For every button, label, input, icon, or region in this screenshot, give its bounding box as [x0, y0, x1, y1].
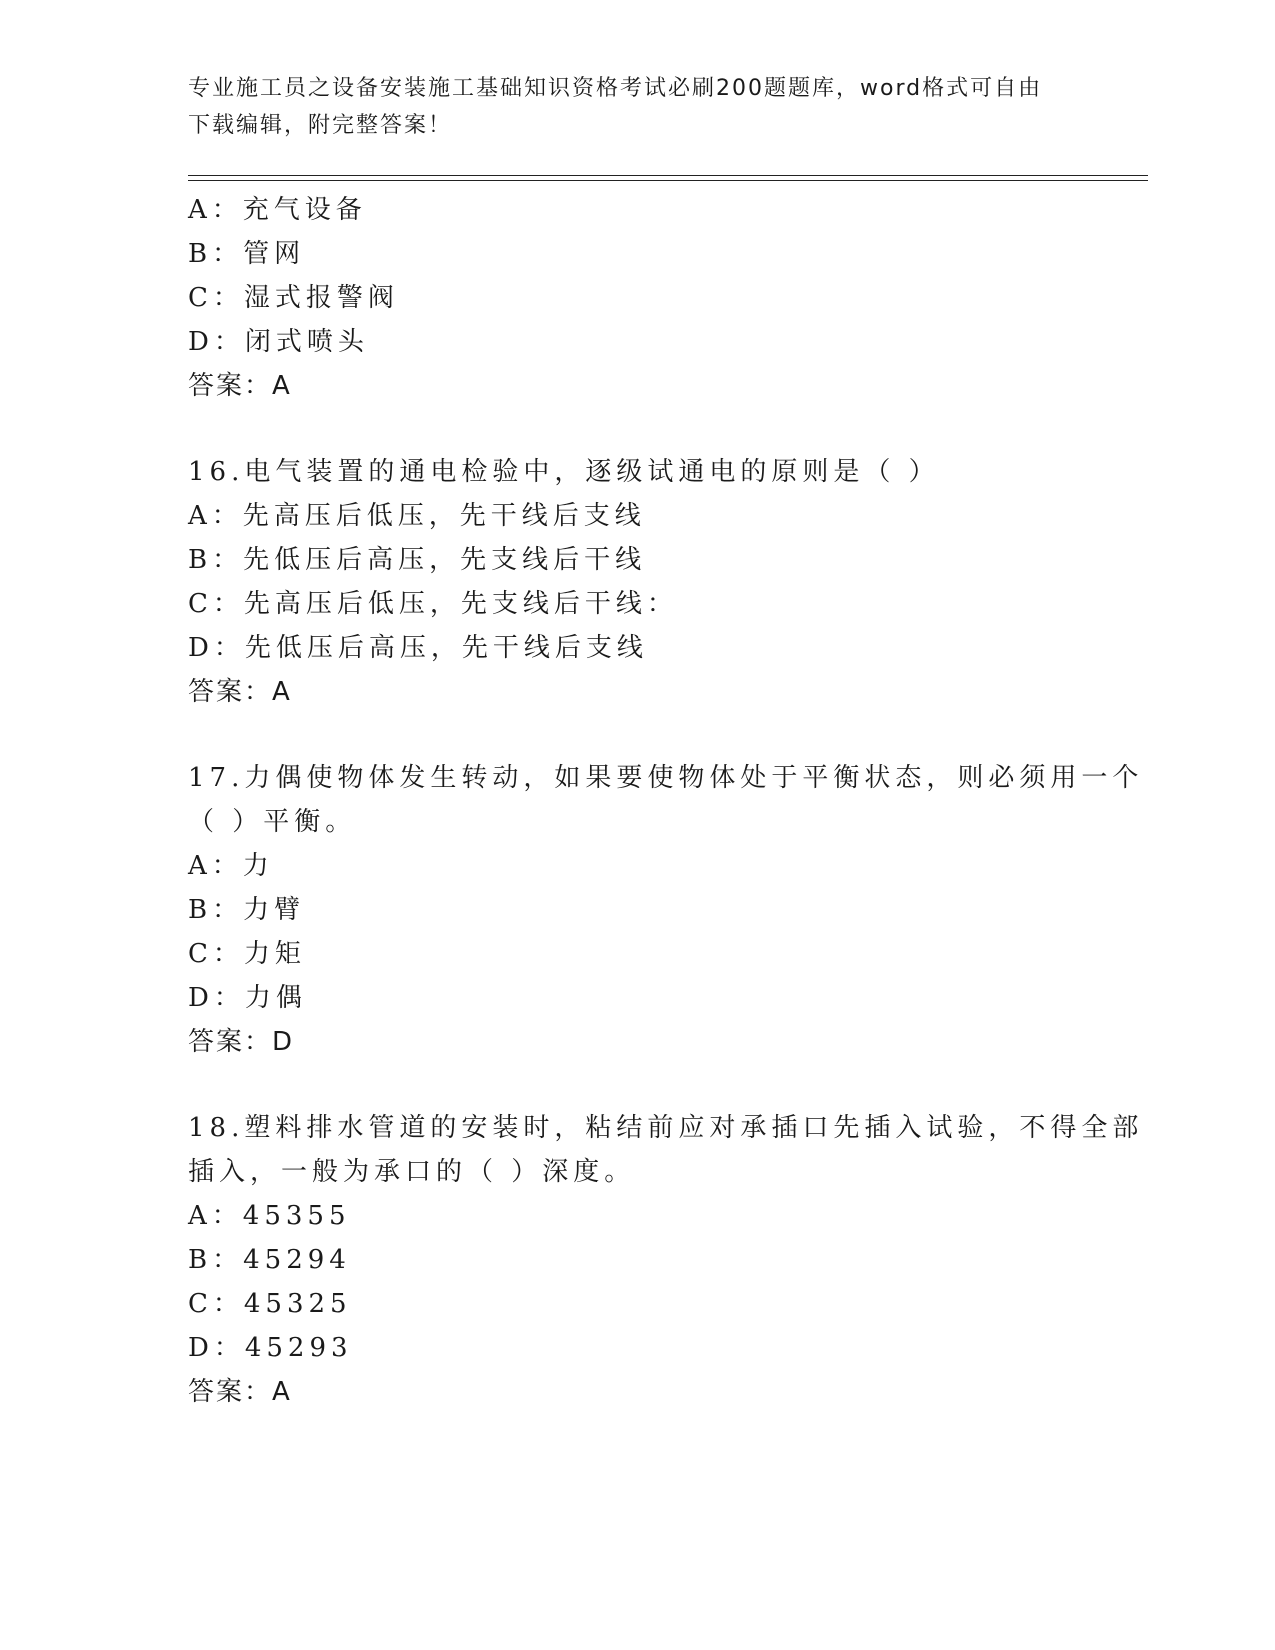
q17-option-d: D：力偶: [188, 983, 307, 1013]
q15-option-a: A：充气设备: [188, 195, 367, 225]
q18-answer: 答案：A: [188, 1377, 292, 1407]
q16-option-d: D：先低压后高压，先干线后支线: [188, 633, 648, 663]
q16-option-a: A：先高压后低压，先干线后支线: [188, 501, 646, 531]
q17-option-b: B：力臂: [188, 895, 306, 925]
q17-stem-line-1: 17.力偶使物体发生转动，如果要使物体处于平衡状态，则必须用一个: [188, 763, 1144, 793]
q17-option-c: C：力矩: [188, 939, 306, 969]
q17-answer: 答案：D: [188, 1027, 295, 1057]
q16-answer: 答案：A: [188, 677, 292, 707]
header-divider-top: [188, 175, 1148, 176]
q18-stem-line-1: 18.塑料排水管道的安装时，粘结前应对承插口先插入试验，不得全部: [188, 1113, 1144, 1143]
title-line-1: 专业施工员之设备安装施工基础知识资格考试必刷200题题库，word格式可自由: [188, 76, 1043, 101]
q16-option-c: C：先高压后低压，先支线后干线：: [188, 589, 678, 619]
q17-option-a: A：力: [188, 851, 274, 881]
q18-option-a: A：45355: [188, 1201, 351, 1231]
q15-option-c: C：湿式报警阀: [188, 283, 399, 313]
q16-stem: 16.电气装置的通电检验中，逐级试通电的原则是（ ）: [188, 457, 940, 487]
document-title: [188, 70, 1088, 144]
q15-answer: 答案：A: [188, 371, 292, 401]
q18-option-d: D：45293: [188, 1333, 353, 1363]
q17-stem-line-2: （ ）平衡。: [188, 807, 357, 837]
q15-option-b: B：管网: [188, 239, 306, 269]
q18-option-b: B：45294: [188, 1245, 351, 1275]
q18-option-c: C：45325: [188, 1289, 352, 1319]
q15-option-d: D：闭式喷头: [188, 327, 369, 357]
q16-option-b: B：先低压后高压，先支线后干线: [188, 545, 647, 575]
header-divider-bottom: [188, 180, 1148, 181]
q18-stem-line-2: 插入，一般为承口的（ ）深度。: [188, 1157, 636, 1187]
title-line-2: 下载编辑，附完整答案！: [188, 113, 453, 138]
